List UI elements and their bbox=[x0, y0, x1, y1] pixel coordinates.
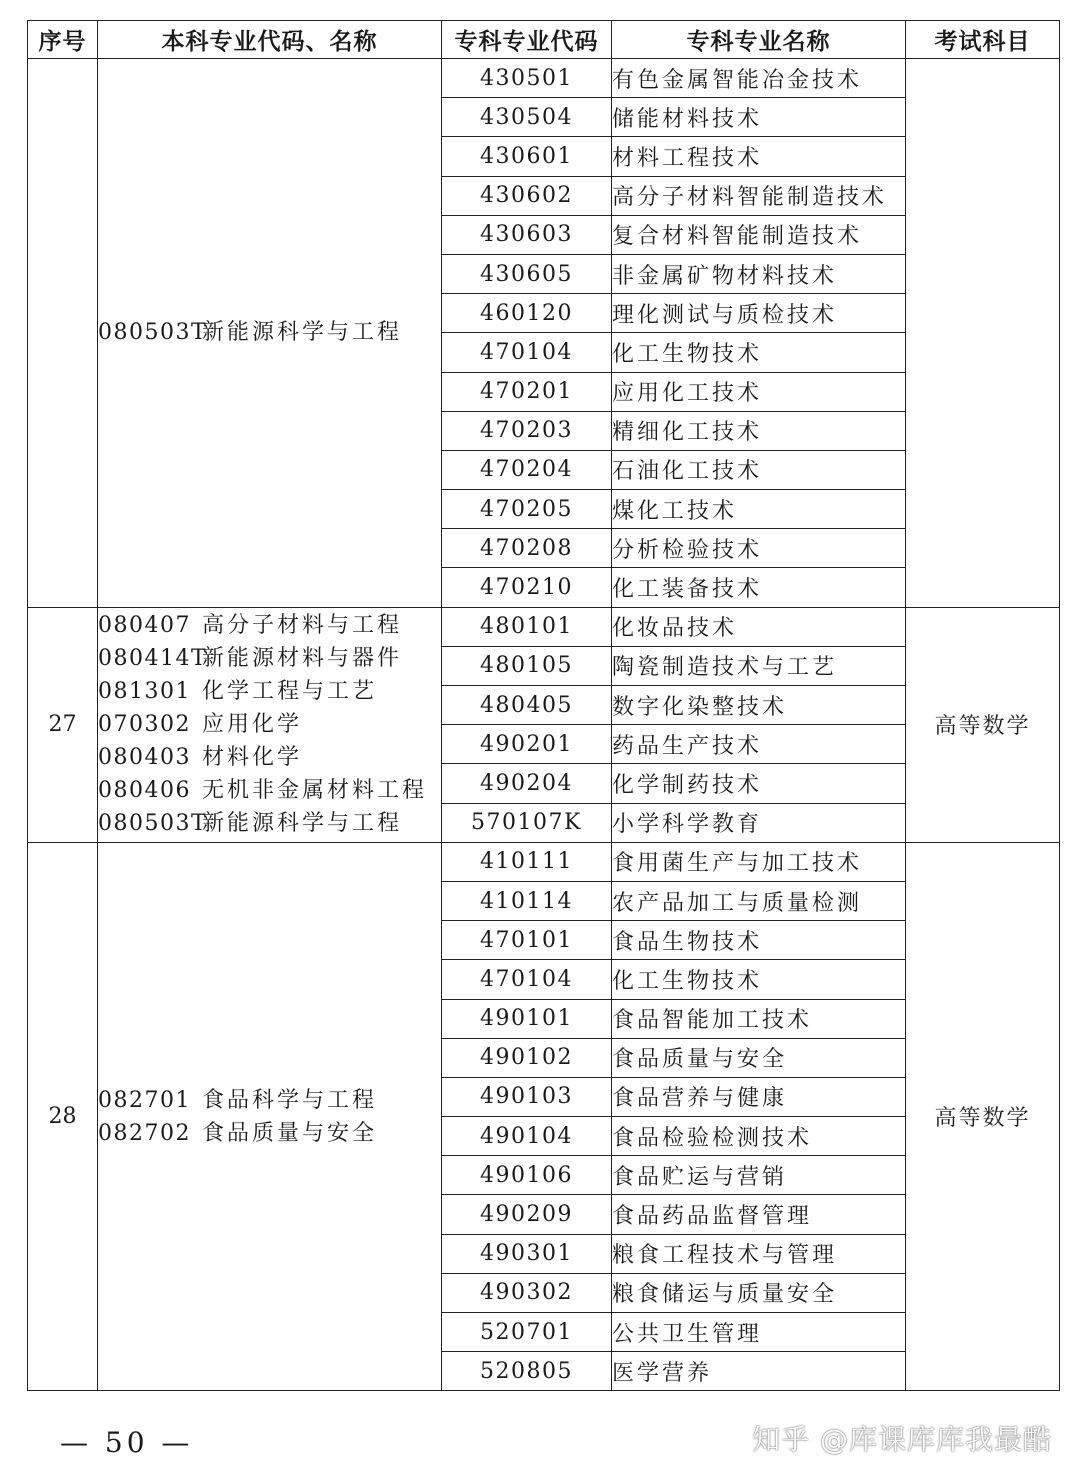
college-code: 520805 bbox=[442, 1352, 612, 1391]
college-code: 570107K bbox=[442, 803, 612, 842]
header-seq: 序号 bbox=[28, 21, 98, 59]
group-exam-subject: 高等数学 bbox=[906, 842, 1060, 1391]
header-college-name: 专科专业名称 bbox=[612, 21, 906, 59]
college-name: 小学科学教育 bbox=[612, 803, 906, 842]
bachelor-code: 080403 bbox=[98, 745, 191, 771]
college-code: 470204 bbox=[442, 450, 612, 489]
bachelor-major bbox=[98, 1117, 441, 1150]
group-exam-subject: 高等数学 bbox=[906, 607, 1060, 842]
group-bachelor-majors bbox=[98, 59, 442, 608]
college-name: 应用化工技术 bbox=[612, 372, 906, 411]
college-name: 农产品加工与质量检测 bbox=[612, 881, 906, 920]
college-name: 药品生产技术 bbox=[612, 725, 906, 764]
college-name: 化工生物技术 bbox=[612, 333, 906, 372]
bachelor-code: 081301 bbox=[98, 679, 191, 705]
college-name: 储能材料技术 bbox=[612, 98, 906, 137]
college-code: 470205 bbox=[442, 490, 612, 529]
college-name: 石油化工技术 bbox=[612, 450, 906, 489]
bachelor-major bbox=[98, 642, 441, 675]
college-name: 分析检验技术 bbox=[612, 529, 906, 568]
bachelor-major bbox=[98, 807, 441, 840]
watermark: 知乎 @库课库库我最酷 bbox=[752, 1423, 1052, 1456]
bachelor-code: 082701 bbox=[98, 1087, 191, 1113]
college-name: 食品生物技术 bbox=[612, 921, 906, 960]
college-code: 460120 bbox=[442, 294, 612, 333]
college-code: 410111 bbox=[442, 842, 612, 881]
college-code: 480405 bbox=[442, 686, 612, 725]
college-name: 粮食储运与质量安全 bbox=[612, 1273, 906, 1312]
bachelor-name: 新能源材料与器件 bbox=[202, 646, 403, 672]
college-code: 470101 bbox=[442, 921, 612, 960]
college-code: 480101 bbox=[442, 607, 612, 646]
college-name: 高分子材料智能制造技术 bbox=[612, 176, 906, 215]
table-header-row bbox=[28, 21, 1060, 59]
college-name: 粮食工程技术与管理 bbox=[612, 1234, 906, 1273]
group-exam-subject bbox=[906, 59, 1060, 608]
table-row bbox=[28, 59, 1060, 98]
college-name: 复合材料智能制造技术 bbox=[612, 215, 906, 254]
college-code: 490209 bbox=[442, 1195, 612, 1234]
bachelor-name: 应用化学 bbox=[202, 712, 303, 738]
bachelor-major bbox=[98, 708, 441, 741]
table-row bbox=[28, 842, 1060, 881]
college-name: 煤化工技术 bbox=[612, 490, 906, 529]
bachelor-code: 080406 bbox=[98, 778, 191, 804]
college-code: 430603 bbox=[442, 215, 612, 254]
college-code: 480105 bbox=[442, 646, 612, 685]
bachelor-code: 080503T bbox=[98, 320, 208, 346]
page-number: — 50 — bbox=[60, 1426, 194, 1459]
college-name: 化工生物技术 bbox=[612, 960, 906, 999]
college-name: 食品药品监督管理 bbox=[612, 1195, 906, 1234]
college-code: 470104 bbox=[442, 960, 612, 999]
college-name: 公共卫生管理 bbox=[612, 1313, 906, 1352]
bachelor-name: 化学工程与工艺 bbox=[202, 679, 378, 705]
college-code: 490104 bbox=[442, 1117, 612, 1156]
college-code: 430504 bbox=[442, 98, 612, 137]
college-name: 非金属矿物材料技术 bbox=[612, 254, 906, 293]
college-name: 陶瓷制造技术与工艺 bbox=[612, 646, 906, 685]
college-name: 食品检验检测技术 bbox=[612, 1117, 906, 1156]
college-code: 470201 bbox=[442, 372, 612, 411]
college-code: 520701 bbox=[442, 1313, 612, 1352]
college-code: 490201 bbox=[442, 725, 612, 764]
college-name: 医学营养 bbox=[612, 1352, 906, 1391]
bachelor-name: 新能源科学与工程 bbox=[202, 320, 403, 346]
college-code: 430605 bbox=[442, 254, 612, 293]
college-code: 490302 bbox=[442, 1273, 612, 1312]
bachelor-name: 食品科学与工程 bbox=[202, 1087, 378, 1113]
college-code: 490204 bbox=[442, 764, 612, 803]
group-seq: 27 bbox=[28, 607, 98, 842]
college-name: 食品贮运与营销 bbox=[612, 1156, 906, 1195]
bachelor-name: 新能源科学与工程 bbox=[202, 811, 403, 837]
college-code: 490106 bbox=[442, 1156, 612, 1195]
table-body bbox=[28, 59, 1060, 1391]
bachelor-code: 070302 bbox=[98, 712, 191, 738]
college-name: 精细化工技术 bbox=[612, 411, 906, 450]
bachelor-name: 食品质量与安全 bbox=[202, 1120, 378, 1146]
college-code: 430501 bbox=[442, 59, 612, 98]
group-seq bbox=[28, 59, 98, 608]
college-name: 化工装备技术 bbox=[612, 568, 906, 607]
bachelor-name: 无机非金属材料工程 bbox=[202, 778, 428, 804]
bachelor-code: 080414T bbox=[98, 646, 208, 672]
college-name: 化妆品技术 bbox=[612, 607, 906, 646]
bachelor-name: 高分子材料与工程 bbox=[202, 613, 403, 639]
college-code: 430601 bbox=[442, 137, 612, 176]
bachelor-code: 082702 bbox=[98, 1120, 191, 1146]
college-name: 食品智能加工技术 bbox=[612, 999, 906, 1038]
bachelor-major bbox=[98, 1084, 441, 1117]
group-seq: 28 bbox=[28, 842, 98, 1391]
college-code: 430602 bbox=[442, 176, 612, 215]
college-name: 材料工程技术 bbox=[612, 137, 906, 176]
bachelor-name: 材料化学 bbox=[202, 745, 303, 771]
header-college-code: 专科专业代码 bbox=[442, 21, 612, 59]
bachelor-major bbox=[98, 741, 441, 774]
group-bachelor-majors bbox=[98, 842, 442, 1391]
bachelor-major bbox=[98, 774, 441, 807]
college-code: 470208 bbox=[442, 529, 612, 568]
bachelor-major bbox=[98, 316, 441, 349]
header-exam-subject: 考试科目 bbox=[906, 21, 1060, 59]
bachelor-major bbox=[98, 675, 441, 708]
college-code: 470203 bbox=[442, 411, 612, 450]
college-name: 食用菌生产与加工技术 bbox=[612, 842, 906, 881]
major-table bbox=[27, 20, 1060, 1391]
college-name: 化学制药技术 bbox=[612, 764, 906, 803]
bachelor-code: 080503T bbox=[98, 811, 208, 837]
college-code: 490101 bbox=[442, 999, 612, 1038]
group-bachelor-majors bbox=[98, 607, 442, 842]
college-name: 理化测试与质检技术 bbox=[612, 294, 906, 333]
bachelor-code: 080407 bbox=[98, 613, 191, 639]
college-code: 470210 bbox=[442, 568, 612, 607]
college-code: 490102 bbox=[442, 1038, 612, 1077]
bachelor-major bbox=[98, 609, 441, 642]
college-code: 470104 bbox=[442, 333, 612, 372]
college-code: 490301 bbox=[442, 1234, 612, 1273]
college-name: 有色金属智能冶金技术 bbox=[612, 59, 906, 98]
table-row bbox=[28, 607, 1060, 646]
college-code: 490103 bbox=[442, 1077, 612, 1116]
college-code: 410114 bbox=[442, 881, 612, 920]
college-name: 食品营养与健康 bbox=[612, 1077, 906, 1116]
college-name: 食品质量与安全 bbox=[612, 1038, 906, 1077]
college-name: 数字化染整技术 bbox=[612, 686, 906, 725]
header-bachelor: 本科专业代码、名称 bbox=[98, 21, 442, 59]
